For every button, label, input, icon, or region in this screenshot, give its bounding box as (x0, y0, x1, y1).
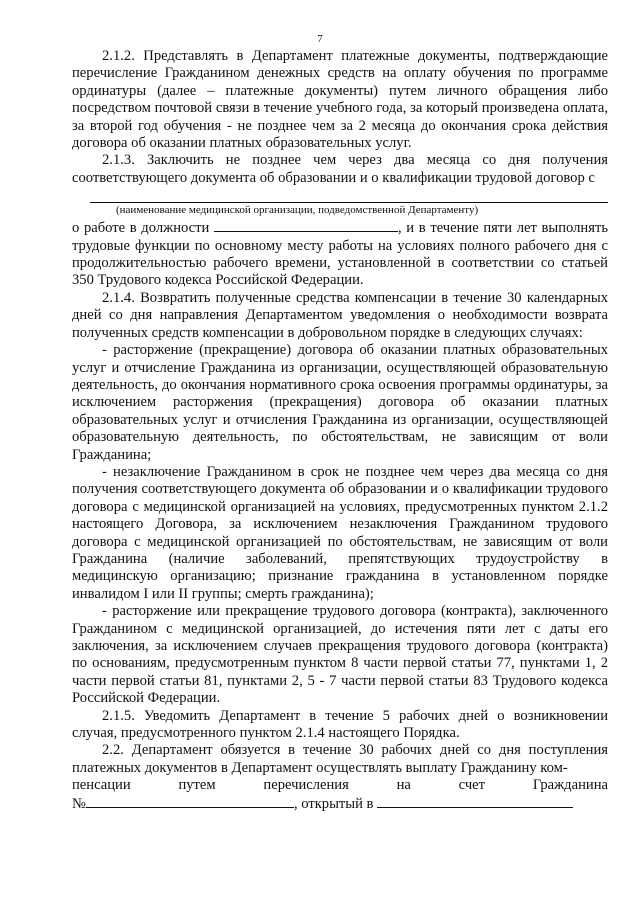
opened-in-label: , открытый в (293, 795, 374, 812)
word: на (396, 777, 411, 794)
word: счет (458, 777, 486, 794)
case-employment-termination: - расторжение или прекращение трудового договора (контракта), заключенного Гражданином с медицинской организацией, до истечения пяти лет с даты его заключения, за исключением случаев прекращения трудового договора (контракта) по основаниям, предусмотренным пунктом 8 части первой статьи 77, пунктами 1, 2 части первой статьи 81, пунктами 2, 5 - 7 части первой статьи 83 Трудового кодекса Российской Федерации. (72, 603, 608, 707)
position-blank-field (214, 219, 398, 232)
position-label: о работе в должности (72, 220, 210, 237)
case-contract-termination: - расторжение (прекращение) договора об оказании платных образовательных услуг и отчисление Гражданина из организации, осуществляющей образовательную деятельность, до окончания нормативного срока освоения программы ординатуры, за исключением расторжения (прекращения) договора об оказании платных образовательных услуг и отчисления Гражданина из организации, осуществляющей образовательную деятельность, по обстоятельствам, не зависящим от воли Гражданина; (72, 342, 608, 463)
case-no-employment-contract: - незаключение Гражданином в срок не позднее чем через два месяца со дня получения соответствующего документа об образовании и о квалификации трудового договора с медицинской организацией на условиях, предусмотренных пунктом 2.1.2 настоящего Договора, за исключением незаключения Гражданином трудового договора с медицинской организацией по обстоятельствам, не зависящим от воли Гражданина (наличие заболеваний, препятствующих трудоустройству в медицинскую организацию; признание гражданина в установленном порядке инвалидом I или II группы; смерть гражданина); (72, 463, 608, 602)
number-sign: № (72, 795, 86, 812)
paragraph-2-2: 2.2. Департамент обязуется в течение 30 рабочих дней со дня поступления платежных документов в Департамент осуществлять выплату Гражданину ком- (72, 742, 608, 776)
organization-caption: (наименование медицинской организации, подведомственной Департаменту) (116, 204, 479, 217)
paragraph-2-1-3-tail: , и в течение пяти лет выполнять трудовые функции по основному месту работы на условиях полного рабочего дня с продолжительностью рабочего времени, установленной в соответствии со статьей 350 Трудового кодекса Российской Федерации. (72, 220, 608, 289)
paragraph-2-1-3-continued (72, 219, 608, 290)
organization-name-line (90, 201, 608, 203)
paragraph-2-1-2: 2.1.2. Представлять в Департамент платежные документы, подтверждающие перечисление Гражданином денежных средств на оплату обучения по программе ординатуры (далее – платежные документы) путем личного обращения либо посредством почтовой связи в течение учебного года, за который произведена оплата, за второй год обучения - не позднее чем за 2 месяца до окончания срока действия договора об оказании платных образовательных услуг. (72, 48, 608, 152)
document-body (72, 48, 608, 813)
account-number-blank-field (86, 795, 294, 808)
word: путем (178, 777, 216, 794)
page-number: 7 (317, 33, 323, 45)
paragraph-2-1-5: 2.1.5. Уведомить Департамент в течение 5 рабочих дней о возникновении случая, предусмотренного пунктом 2.1.4 настоящего Порядка. (72, 707, 608, 742)
paragraph-2-1-4: 2.1.4. Возвратить полученные средства компенсации в течение 30 календарных дней со дня направления Департаментом уведомления о необходимости возврата полученных средств компенсации в добровольном порядке в следующих случаях: (72, 289, 608, 341)
word: перечисления (263, 777, 349, 794)
bank-name-blank-field (377, 795, 573, 808)
account-line (72, 795, 608, 813)
paragraph-2-1-3: 2.1.3. Заключить не позднее чем через два месяца со дня получения соответствующего документа об образовании и о квалификации трудовой договор с (72, 152, 608, 186)
word: пенсации (72, 777, 131, 794)
paragraph-2-2-spread-line (72, 777, 608, 794)
word: Гражданина (532, 777, 608, 794)
